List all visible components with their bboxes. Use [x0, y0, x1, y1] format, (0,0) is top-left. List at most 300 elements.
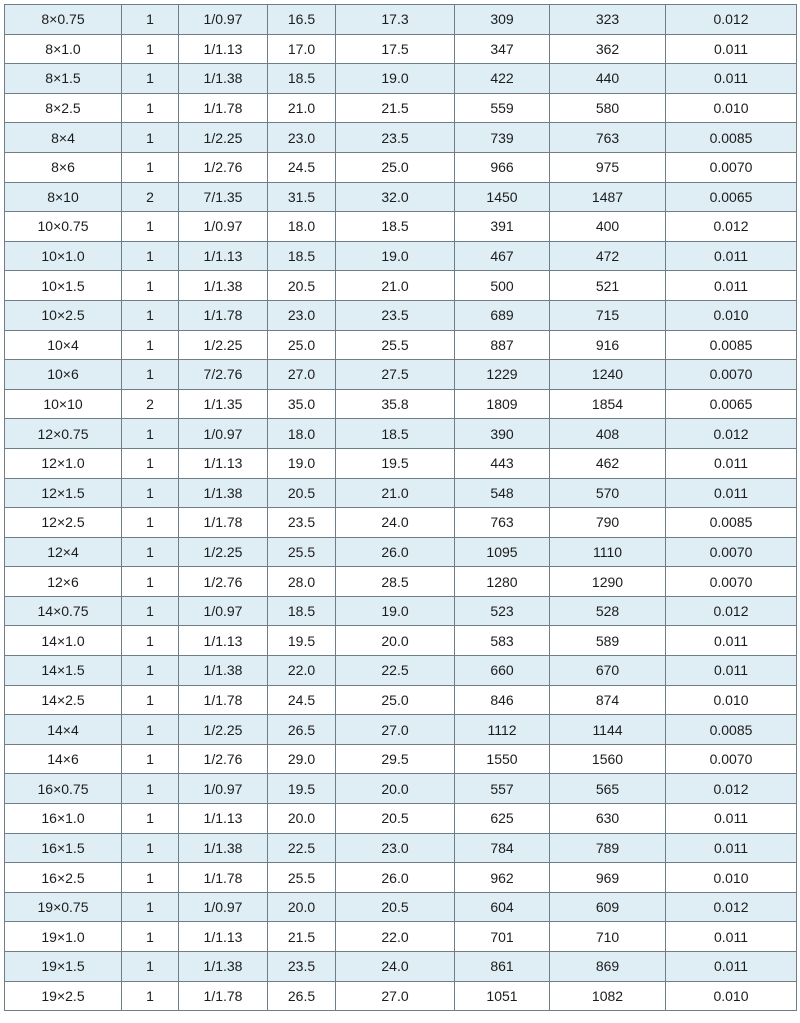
value-cell-a: 18.5 [268, 596, 336, 626]
conductor-structure-cell: 1/0.97 [179, 774, 268, 804]
spec-cell: 19×1.5 [5, 952, 122, 982]
value-cell-d: 789 [550, 833, 666, 863]
value-cell-a: 19.5 [268, 626, 336, 656]
value-cell-a: 25.5 [268, 863, 336, 893]
conductor-structure-cell: 1/1.13 [179, 922, 268, 952]
conductor-count-cell: 1 [122, 656, 179, 686]
conductor-count-cell: 1 [122, 744, 179, 774]
spec-cell: 8×10 [5, 182, 122, 212]
table-row [5, 123, 797, 153]
value-cell-a: 25.0 [268, 330, 336, 360]
value-cell-c: 887 [455, 330, 550, 360]
value-cell-b: 19.0 [336, 596, 455, 626]
spec-cell: 16×0.75 [5, 774, 122, 804]
table-row [5, 715, 797, 745]
conductor-count-cell: 1 [122, 567, 179, 597]
value-cell-c: 1450 [455, 182, 550, 212]
value-cell-b: 28.5 [336, 567, 455, 597]
value-cell-d: 869 [550, 952, 666, 982]
table-row [5, 5, 797, 35]
value-cell-e: 0.010 [666, 981, 797, 1011]
spec-cell: 12×4 [5, 537, 122, 567]
value-cell-e: 0.010 [666, 863, 797, 893]
value-cell-e: 0.011 [666, 952, 797, 982]
value-cell-a: 23.0 [268, 300, 336, 330]
conductor-structure-cell: 1/0.97 [179, 596, 268, 626]
value-cell-b: 23.0 [336, 833, 455, 863]
spec-cell: 16×1.0 [5, 804, 122, 834]
value-cell-a: 24.5 [268, 152, 336, 182]
value-cell-c: 1550 [455, 744, 550, 774]
spec-cell: 14×0.75 [5, 596, 122, 626]
value-cell-c: 559 [455, 93, 550, 123]
value-cell-d: 609 [550, 892, 666, 922]
conductor-count-cell: 1 [122, 863, 179, 893]
conductor-structure-cell: 1/2.76 [179, 744, 268, 774]
value-cell-c: 846 [455, 685, 550, 715]
conductor-count-cell: 1 [122, 330, 179, 360]
spec-cell: 8×1.5 [5, 64, 122, 94]
value-cell-a: 22.0 [268, 656, 336, 686]
spec-cell: 19×2.5 [5, 981, 122, 1011]
table-row [5, 182, 797, 212]
value-cell-e: 0.012 [666, 774, 797, 804]
conductor-structure-cell: 1/1.78 [179, 508, 268, 538]
value-cell-b: 25.5 [336, 330, 455, 360]
table-row [5, 508, 797, 538]
conductor-structure-cell: 1/2.25 [179, 537, 268, 567]
conductor-structure-cell: 1/2.76 [179, 152, 268, 182]
value-cell-c: 1229 [455, 360, 550, 390]
conductor-structure-cell: 1/2.25 [179, 330, 268, 360]
value-cell-e: 0.011 [666, 478, 797, 508]
spec-cell: 14×2.5 [5, 685, 122, 715]
conductor-count-cell: 1 [122, 774, 179, 804]
cable-spec-table [4, 4, 797, 1011]
value-cell-b: 27.0 [336, 981, 455, 1011]
table-row [5, 419, 797, 449]
conductor-structure-cell: 1/0.97 [179, 5, 268, 35]
spec-cell: 14×4 [5, 715, 122, 745]
value-cell-d: 790 [550, 508, 666, 538]
conductor-structure-cell: 1/1.35 [179, 389, 268, 419]
spec-cell: 16×2.5 [5, 863, 122, 893]
value-cell-e: 0.0085 [666, 330, 797, 360]
table-row [5, 833, 797, 863]
value-cell-b: 19.5 [336, 448, 455, 478]
value-cell-c: 309 [455, 5, 550, 35]
conductor-structure-cell: 1/0.97 [179, 212, 268, 242]
conductor-structure-cell: 1/1.78 [179, 863, 268, 893]
value-cell-e: 0.0070 [666, 360, 797, 390]
value-cell-e: 0.012 [666, 212, 797, 242]
value-cell-e: 0.011 [666, 922, 797, 952]
conductor-count-cell: 1 [122, 804, 179, 834]
value-cell-e: 0.0070 [666, 537, 797, 567]
spec-cell: 10×1.5 [5, 271, 122, 301]
table-row [5, 685, 797, 715]
conductor-structure-cell: 1/1.38 [179, 656, 268, 686]
value-cell-d: 975 [550, 152, 666, 182]
value-cell-b: 18.5 [336, 419, 455, 449]
value-cell-d: 472 [550, 241, 666, 271]
conductor-structure-cell: 1/1.78 [179, 300, 268, 330]
conductor-count-cell: 1 [122, 715, 179, 745]
value-cell-e: 0.010 [666, 93, 797, 123]
value-cell-d: 1487 [550, 182, 666, 212]
conductor-count-cell: 1 [122, 64, 179, 94]
value-cell-c: 1051 [455, 981, 550, 1011]
conductor-count-cell: 1 [122, 34, 179, 64]
conductor-count-cell: 1 [122, 241, 179, 271]
value-cell-a: 21.5 [268, 922, 336, 952]
value-cell-d: 362 [550, 34, 666, 64]
spec-cell: 8×6 [5, 152, 122, 182]
value-cell-a: 18.5 [268, 241, 336, 271]
value-cell-e: 0.011 [666, 34, 797, 64]
value-cell-d: 710 [550, 922, 666, 952]
table-row [5, 626, 797, 656]
value-cell-d: 323 [550, 5, 666, 35]
value-cell-d: 1290 [550, 567, 666, 597]
table-row [5, 241, 797, 271]
table-row [5, 774, 797, 804]
value-cell-c: 763 [455, 508, 550, 538]
conductor-count-cell: 1 [122, 212, 179, 242]
value-cell-e: 0.011 [666, 64, 797, 94]
spec-cell: 10×2.5 [5, 300, 122, 330]
spec-cell: 10×0.75 [5, 212, 122, 242]
value-cell-b: 20.5 [336, 892, 455, 922]
spec-cell: 14×1.5 [5, 656, 122, 686]
value-cell-d: 408 [550, 419, 666, 449]
table-row [5, 892, 797, 922]
table-row [5, 804, 797, 834]
conductor-structure-cell: 1/1.13 [179, 448, 268, 478]
value-cell-b: 26.0 [336, 863, 455, 893]
table-row [5, 952, 797, 982]
table-row [5, 34, 797, 64]
conductor-structure-cell: 1/2.76 [179, 567, 268, 597]
conductor-count-cell: 1 [122, 892, 179, 922]
value-cell-a: 20.5 [268, 271, 336, 301]
conductor-count-cell: 1 [122, 508, 179, 538]
conductor-count-cell: 1 [122, 271, 179, 301]
value-cell-a: 16.5 [268, 5, 336, 35]
value-cell-d: 1560 [550, 744, 666, 774]
table-row [5, 567, 797, 597]
value-cell-c: 583 [455, 626, 550, 656]
value-cell-d: 440 [550, 64, 666, 94]
value-cell-d: 969 [550, 863, 666, 893]
value-cell-d: 1082 [550, 981, 666, 1011]
conductor-structure-cell: 1/2.25 [179, 123, 268, 153]
value-cell-e: 0.010 [666, 685, 797, 715]
value-cell-c: 701 [455, 922, 550, 952]
table-row [5, 922, 797, 952]
value-cell-c: 523 [455, 596, 550, 626]
spec-cell: 19×1.0 [5, 922, 122, 952]
table-row [5, 271, 797, 301]
spec-cell: 10×4 [5, 330, 122, 360]
value-cell-a: 29.0 [268, 744, 336, 774]
value-cell-e: 0.0065 [666, 182, 797, 212]
table-row [5, 360, 797, 390]
table-row [5, 389, 797, 419]
value-cell-a: 20.0 [268, 804, 336, 834]
value-cell-e: 0.0085 [666, 508, 797, 538]
value-cell-a: 17.0 [268, 34, 336, 64]
value-cell-c: 604 [455, 892, 550, 922]
conductor-count-cell: 1 [122, 360, 179, 390]
value-cell-e: 0.0070 [666, 567, 797, 597]
conductor-count-cell: 1 [122, 981, 179, 1011]
table-row [5, 300, 797, 330]
conductor-structure-cell: 1/2.25 [179, 715, 268, 745]
table-row [5, 596, 797, 626]
value-cell-a: 23.0 [268, 123, 336, 153]
value-cell-e: 0.011 [666, 833, 797, 863]
spec-cell: 10×1.0 [5, 241, 122, 271]
value-cell-e: 0.011 [666, 241, 797, 271]
value-cell-e: 0.010 [666, 300, 797, 330]
value-cell-e: 0.011 [666, 626, 797, 656]
spec-cell: 12×1.0 [5, 448, 122, 478]
value-cell-c: 1112 [455, 715, 550, 745]
spec-cell: 16×1.5 [5, 833, 122, 863]
conductor-structure-cell: 7/1.35 [179, 182, 268, 212]
value-cell-b: 23.5 [336, 123, 455, 153]
conductor-count-cell: 1 [122, 833, 179, 863]
value-cell-c: 390 [455, 419, 550, 449]
value-cell-c: 625 [455, 804, 550, 834]
conductor-structure-cell: 1/1.78 [179, 685, 268, 715]
value-cell-b: 21.0 [336, 271, 455, 301]
value-cell-b: 19.0 [336, 241, 455, 271]
value-cell-d: 580 [550, 93, 666, 123]
table-row [5, 93, 797, 123]
value-cell-d: 1144 [550, 715, 666, 745]
spec-cell: 12×2.5 [5, 508, 122, 538]
value-cell-d: 565 [550, 774, 666, 804]
value-cell-a: 19.0 [268, 448, 336, 478]
conductor-count-cell: 1 [122, 952, 179, 982]
value-cell-b: 25.0 [336, 152, 455, 182]
conductor-count-cell: 2 [122, 389, 179, 419]
value-cell-c: 861 [455, 952, 550, 982]
conductor-count-cell: 2 [122, 182, 179, 212]
value-cell-c: 966 [455, 152, 550, 182]
spec-cell: 8×2.5 [5, 93, 122, 123]
value-cell-a: 18.5 [268, 64, 336, 94]
value-cell-e: 0.0065 [666, 389, 797, 419]
value-cell-c: 1809 [455, 389, 550, 419]
value-cell-b: 29.5 [336, 744, 455, 774]
value-cell-c: 391 [455, 212, 550, 242]
value-cell-d: 630 [550, 804, 666, 834]
value-cell-e: 0.012 [666, 892, 797, 922]
value-cell-c: 500 [455, 271, 550, 301]
value-cell-a: 27.0 [268, 360, 336, 390]
value-cell-e: 0.012 [666, 5, 797, 35]
value-cell-c: 660 [455, 656, 550, 686]
conductor-structure-cell: 1/1.13 [179, 241, 268, 271]
value-cell-a: 28.0 [268, 567, 336, 597]
conductor-structure-cell: 1/1.38 [179, 833, 268, 863]
conductor-structure-cell: 1/1.78 [179, 93, 268, 123]
value-cell-e: 0.011 [666, 804, 797, 834]
conductor-count-cell: 1 [122, 685, 179, 715]
spec-cell: 12×0.75 [5, 419, 122, 449]
value-cell-b: 24.0 [336, 508, 455, 538]
value-cell-c: 548 [455, 478, 550, 508]
value-cell-d: 1240 [550, 360, 666, 390]
table-row [5, 744, 797, 774]
value-cell-c: 422 [455, 64, 550, 94]
value-cell-b: 21.5 [336, 93, 455, 123]
value-cell-e: 0.0085 [666, 715, 797, 745]
value-cell-c: 784 [455, 833, 550, 863]
table-row [5, 64, 797, 94]
value-cell-b: 23.5 [336, 300, 455, 330]
table-row [5, 863, 797, 893]
value-cell-a: 35.0 [268, 389, 336, 419]
value-cell-d: 528 [550, 596, 666, 626]
value-cell-c: 443 [455, 448, 550, 478]
table-row [5, 152, 797, 182]
value-cell-a: 25.5 [268, 537, 336, 567]
value-cell-e: 0.0070 [666, 152, 797, 182]
value-cell-d: 570 [550, 478, 666, 508]
conductor-structure-cell: 1/1.38 [179, 952, 268, 982]
conductor-structure-cell: 1/1.38 [179, 64, 268, 94]
spec-cell: 12×1.5 [5, 478, 122, 508]
conductor-structure-cell: 1/1.13 [179, 34, 268, 64]
value-cell-d: 1110 [550, 537, 666, 567]
value-cell-b: 27.5 [336, 360, 455, 390]
table-row [5, 448, 797, 478]
value-cell-b: 26.0 [336, 537, 455, 567]
conductor-structure-cell: 1/1.13 [179, 804, 268, 834]
value-cell-b: 24.0 [336, 952, 455, 982]
value-cell-b: 27.0 [336, 715, 455, 745]
value-cell-b: 22.0 [336, 922, 455, 952]
conductor-structure-cell: 1/1.38 [179, 478, 268, 508]
value-cell-b: 21.0 [336, 478, 455, 508]
value-cell-a: 22.5 [268, 833, 336, 863]
value-cell-a: 26.5 [268, 981, 336, 1011]
table-row [5, 330, 797, 360]
value-cell-b: 17.5 [336, 34, 455, 64]
table-row [5, 656, 797, 686]
value-cell-d: 589 [550, 626, 666, 656]
value-cell-b: 20.5 [336, 804, 455, 834]
value-cell-a: 18.0 [268, 212, 336, 242]
value-cell-e: 0.0070 [666, 744, 797, 774]
value-cell-d: 874 [550, 685, 666, 715]
table-row [5, 478, 797, 508]
spec-cell: 8×1.0 [5, 34, 122, 64]
value-cell-a: 23.5 [268, 508, 336, 538]
value-cell-b: 20.0 [336, 774, 455, 804]
value-cell-d: 715 [550, 300, 666, 330]
table-row [5, 212, 797, 242]
value-cell-d: 400 [550, 212, 666, 242]
conductor-count-cell: 1 [122, 596, 179, 626]
value-cell-b: 19.0 [336, 64, 455, 94]
value-cell-c: 689 [455, 300, 550, 330]
spec-cell: 10×10 [5, 389, 122, 419]
value-cell-c: 1280 [455, 567, 550, 597]
value-cell-e: 0.0085 [666, 123, 797, 153]
value-cell-a: 21.0 [268, 93, 336, 123]
conductor-count-cell: 1 [122, 537, 179, 567]
spec-cell: 14×6 [5, 744, 122, 774]
value-cell-c: 557 [455, 774, 550, 804]
value-cell-b: 18.5 [336, 212, 455, 242]
value-cell-a: 31.5 [268, 182, 336, 212]
value-cell-d: 916 [550, 330, 666, 360]
conductor-count-cell: 1 [122, 5, 179, 35]
spec-cell: 12×6 [5, 567, 122, 597]
conductor-structure-cell: 7/2.76 [179, 360, 268, 390]
conductor-structure-cell: 1/0.97 [179, 419, 268, 449]
table-row [5, 981, 797, 1011]
conductor-count-cell: 1 [122, 922, 179, 952]
conductor-structure-cell: 1/1.13 [179, 626, 268, 656]
value-cell-d: 521 [550, 271, 666, 301]
spec-cell: 19×0.75 [5, 892, 122, 922]
value-cell-b: 20.0 [336, 626, 455, 656]
table-body [5, 5, 797, 1011]
conductor-count-cell: 1 [122, 478, 179, 508]
value-cell-c: 962 [455, 863, 550, 893]
value-cell-a: 19.5 [268, 774, 336, 804]
value-cell-b: 35.8 [336, 389, 455, 419]
conductor-structure-cell: 1/0.97 [179, 892, 268, 922]
conductor-structure-cell: 1/1.78 [179, 981, 268, 1011]
value-cell-e: 0.011 [666, 448, 797, 478]
spec-cell: 8×0.75 [5, 5, 122, 35]
value-cell-a: 26.5 [268, 715, 336, 745]
value-cell-a: 20.5 [268, 478, 336, 508]
value-cell-b: 32.0 [336, 182, 455, 212]
value-cell-a: 20.0 [268, 892, 336, 922]
value-cell-e: 0.012 [666, 419, 797, 449]
conductor-count-cell: 1 [122, 626, 179, 656]
conductor-structure-cell: 1/1.38 [179, 271, 268, 301]
value-cell-d: 763 [550, 123, 666, 153]
value-cell-d: 1854 [550, 389, 666, 419]
value-cell-e: 0.011 [666, 656, 797, 686]
conductor-count-cell: 1 [122, 300, 179, 330]
spec-cell: 8×4 [5, 123, 122, 153]
value-cell-b: 25.0 [336, 685, 455, 715]
value-cell-a: 23.5 [268, 952, 336, 982]
value-cell-c: 739 [455, 123, 550, 153]
value-cell-c: 467 [455, 241, 550, 271]
conductor-count-cell: 1 [122, 93, 179, 123]
spec-cell: 10×6 [5, 360, 122, 390]
value-cell-c: 347 [455, 34, 550, 64]
value-cell-e: 0.011 [666, 271, 797, 301]
value-cell-b: 22.5 [336, 656, 455, 686]
conductor-count-cell: 1 [122, 448, 179, 478]
value-cell-e: 0.012 [666, 596, 797, 626]
value-cell-b: 17.3 [336, 5, 455, 35]
conductor-count-cell: 1 [122, 152, 179, 182]
value-cell-a: 24.5 [268, 685, 336, 715]
